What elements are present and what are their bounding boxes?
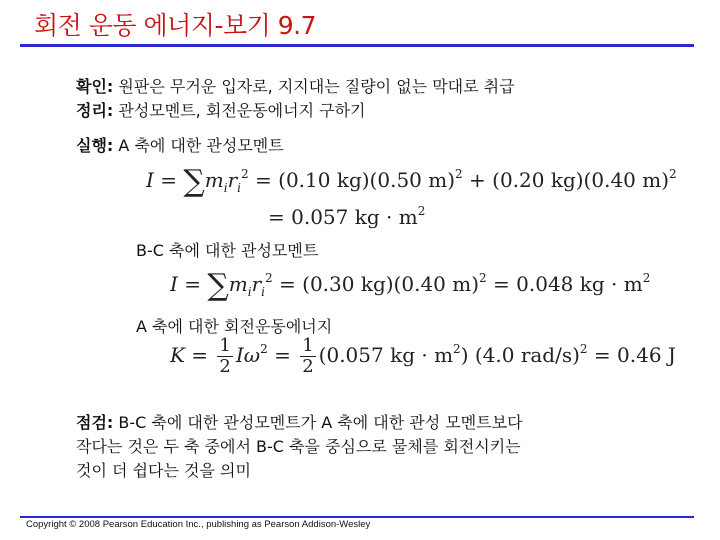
check-line-3: 것이 더 쉽다는 것을 의미	[76, 461, 251, 480]
eq1-mass-symbol: m	[204, 168, 224, 192]
eq3-half2-num: 1	[302, 335, 314, 356]
execute-text: A 축에 대한 관성모멘트	[118, 136, 284, 155]
equation-inertia-bc	[170, 268, 650, 303]
eq1-mass-sub: i	[223, 181, 228, 195]
check-label: 점검:	[76, 413, 114, 432]
eq3-part2: (4.0 rad/s)	[474, 343, 580, 367]
footer-divider	[20, 516, 694, 518]
bc-heading: B-C 축에 대한 관성모멘트	[136, 241, 319, 260]
eq1-equals: =	[255, 168, 272, 192]
eq3-part2-exp: 2	[579, 342, 588, 356]
eq3-part1-close: )	[460, 343, 469, 367]
eq1-radius-sub: i	[237, 181, 242, 195]
eq3-half2-den: 2	[302, 356, 314, 377]
eq3-half-den: 2	[219, 356, 231, 377]
eq1-lhs: I =	[146, 168, 178, 192]
eq2-result-exp: 2	[642, 271, 651, 285]
confirm-line	[76, 74, 515, 97]
eq2-radius-sub: i	[261, 285, 266, 299]
execute-line	[76, 133, 284, 156]
a-energy-heading: A 축에 대한 회전운동에너지	[136, 317, 333, 336]
eq1-radius-symbol: r	[227, 168, 238, 192]
eq1-sum-symbol: ∑	[183, 164, 205, 199]
confirm-text: 원판은 무거운 입자로, 지지대는 질량이 없는 막대로 취급	[118, 77, 515, 96]
eq2-mass-symbol: m	[228, 272, 248, 296]
slide-title: 회전 운동 에너지-보기 9.7	[34, 11, 316, 40]
execute-label: 실행:	[76, 136, 114, 155]
eq3-lhs: K =	[170, 343, 209, 367]
eq3-equals: =	[274, 343, 291, 367]
equation-kinetic-energy	[170, 336, 676, 377]
confirm-label: 확인:	[76, 77, 114, 96]
eq1-part1-exp: 2	[455, 167, 463, 181]
eq3-body: Iω	[235, 343, 261, 367]
eq1-part2-exp: 2	[669, 167, 677, 181]
eq2-mass-sub: i	[247, 285, 252, 299]
eq2-part-exp: 2	[479, 271, 487, 285]
eq2-equals: =	[279, 272, 296, 296]
eq1-part1: (0.10 kg)(0.50 m)	[278, 168, 456, 192]
check-line-1	[76, 410, 523, 433]
eq3-half-num: 1	[219, 335, 231, 356]
eq1-part2: (0.20 kg)(0.40 m)	[492, 168, 670, 192]
eq3-half-fraction	[217, 336, 232, 377]
organize-label: 정리:	[76, 101, 114, 120]
check-text-1: B-C 축에 대한 관성모멘트가 A 축에 대한 관성 모멘트보다	[118, 413, 523, 432]
eq1-radius-exp: 2	[241, 167, 249, 181]
eq1-result: = 0.057 kg · m	[268, 205, 418, 229]
eq3-body-exp: 2	[260, 342, 268, 356]
copyright-notice: Copyright © 2008 Pearson Education Inc., publishing as Pearson Addison-Wesley	[26, 519, 371, 530]
eq1-plus: +	[469, 168, 486, 192]
eq2-part: (0.30 kg)(0.40 m)	[302, 272, 480, 296]
eq3-part1-exp: 2	[453, 342, 461, 356]
eq2-radius-symbol: r	[251, 272, 262, 296]
equation-inertia-a	[146, 164, 677, 199]
eq2-lhs: I =	[170, 272, 202, 296]
eq3-part1: (0.057 kg · m	[318, 343, 454, 367]
eq2-radius-exp: 2	[265, 271, 273, 285]
eq1-result-exp: 2	[417, 204, 426, 218]
check-line-2: 작다는 것은 두 축 중에서 B-C 축을 중심으로 물체를 회전시키는	[76, 437, 521, 456]
organize-line	[76, 98, 366, 121]
title-divider	[20, 44, 694, 47]
eq3-result: = 0.46 J	[593, 343, 676, 367]
eq2-sum-symbol: ∑	[207, 268, 229, 303]
eq3-half-fraction-2	[300, 336, 315, 377]
equation-inertia-a-result	[268, 204, 425, 229]
eq2-result: = 0.048 kg · m	[493, 272, 643, 296]
organize-text: 관성모멘트, 회전운동에너지 구하기	[118, 101, 366, 120]
